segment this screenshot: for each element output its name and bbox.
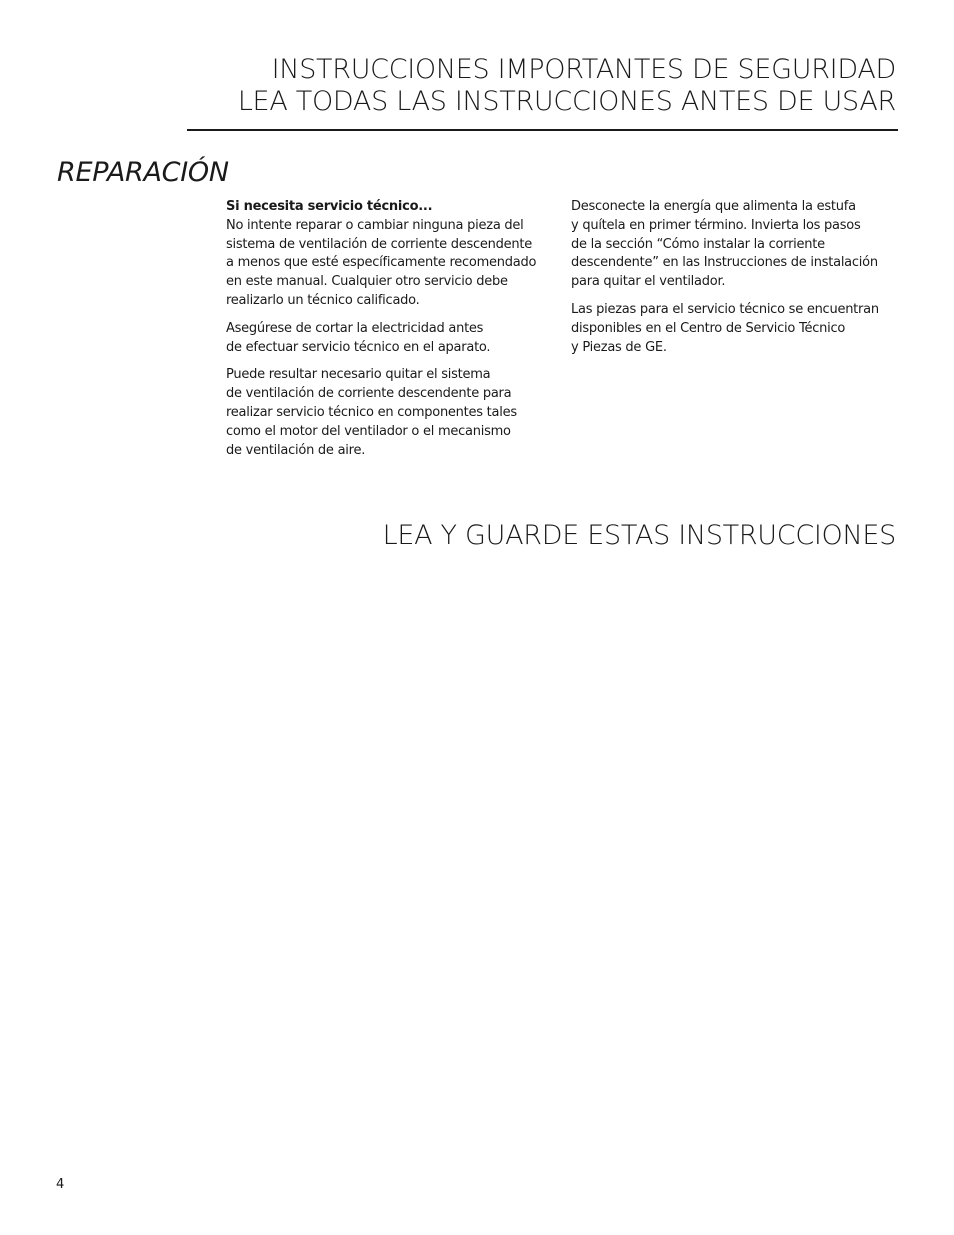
header-line-1: INSTRUCCIONES IMPORTANTES DE SEGURIDAD: [271, 54, 896, 85]
right-paragraph-1: Desconecte la energía que alimenta la estufa y quítela en primer término. Invierta los pasos de la sección “Cómo instalar la corriente descendente” en las Instrucciones de instalación para quitar el ventilador.: [571, 199, 878, 290]
save-instructions-title: LEA Y GUARDE ESTAS INSTRUCCIONES: [382, 520, 896, 551]
right-column: [571, 198, 901, 366]
left-paragraph-1: No intente reparar o cambiar ninguna pieza del sistema de ventilación de corriente descendente a menos que esté específicamente recomendado en este manual. Cualquier otro servicio debe realizarlo un técnico calificado.: [226, 217, 537, 308]
page-number: 4: [56, 1177, 65, 1192]
service-lead-heading: Si necesita servicio técnico...: [226, 199, 433, 214]
left-paragraph-2: Asegúrese de cortar la electricidad antes de efectuar servicio técnico en el aparato.: [226, 320, 491, 355]
left-paragraph-3: Puede resultar necesario quitar el sistema de ventilación de corriente descendente para realizar servicio técnico en componentes tales como el motor del ventilador o el mecanismo de ventilación de aire.: [226, 367, 517, 458]
left-column: [226, 198, 556, 469]
section-title: REPARACIÓN: [57, 157, 229, 188]
header-line-2: LEA TODAS LAS INSTRUCCIONES ANTES DE USAR: [237, 86, 896, 117]
page-header: [238, 54, 896, 118]
right-paragraph-2: Las piezas para el servicio técnico se encuentran disponibles en el Centro de Servicio Técnico y Piezas de GE.: [571, 301, 879, 355]
header-divider: [187, 129, 898, 131]
